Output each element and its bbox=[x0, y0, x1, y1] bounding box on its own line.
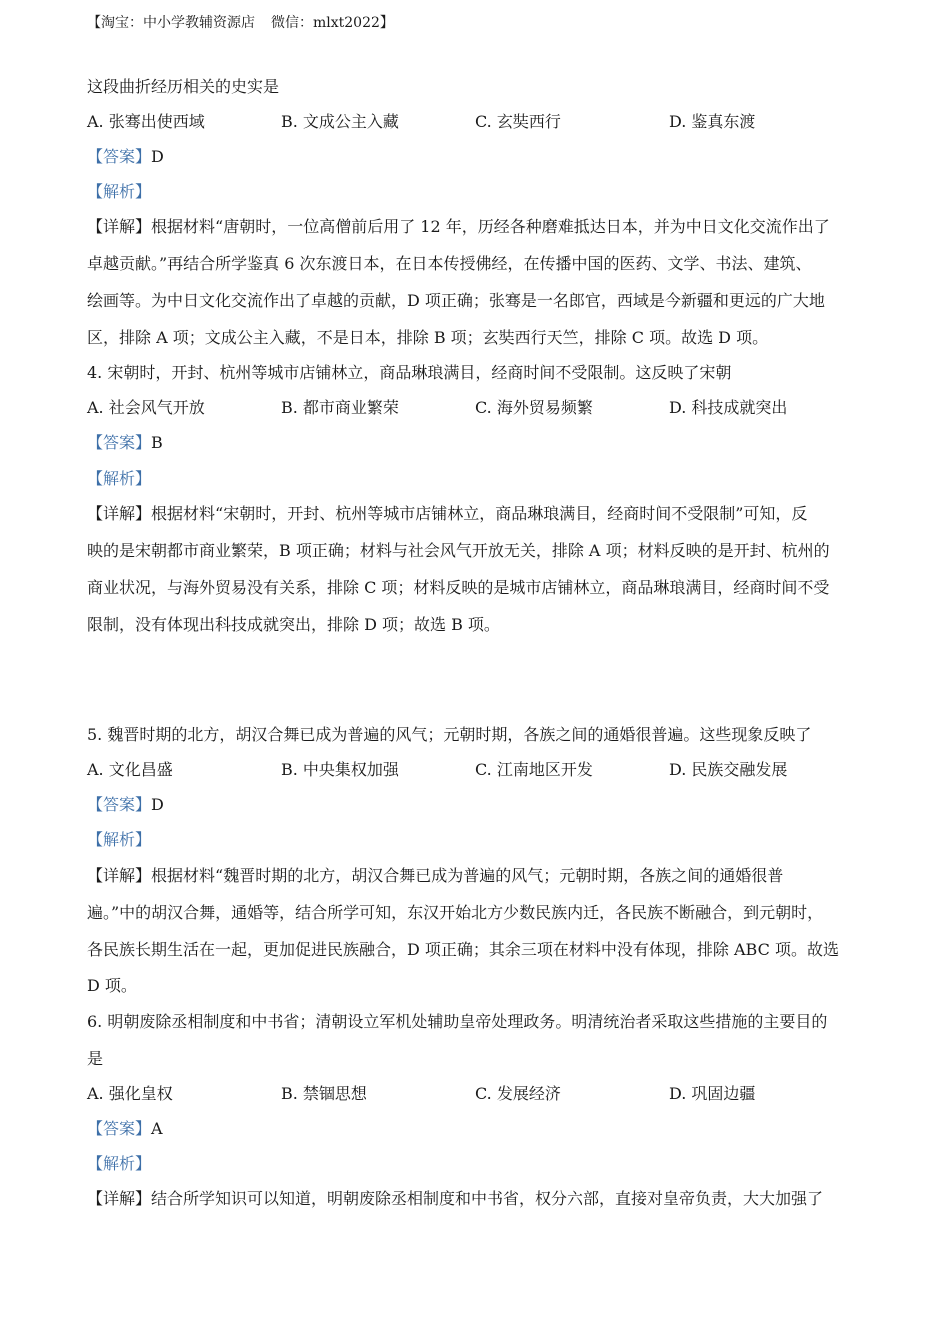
q4-option-d: D. 科技成就突出 bbox=[669, 398, 788, 417]
header-shop: 【淘宝：中小学教辅资源店 bbox=[87, 15, 255, 31]
detail-text: 根据材料“唐朝时，一位高僧前后用了 12 年，历经各种磨难抵达日本，并为中日文化交流作出了 bbox=[151, 217, 830, 236]
q5-option-c: C. 江南地区开发 bbox=[475, 760, 593, 779]
answer-value: B bbox=[151, 433, 163, 452]
q5-detail-line: D 项。 bbox=[87, 976, 137, 995]
q5-stem: 5. 魏晋时期的北方，胡汉合舞已成为普遍的风气；元朝时期，各族之间的通婚很普遍。这些现象反映了 bbox=[87, 725, 812, 744]
q3-options bbox=[87, 112, 877, 132]
q4-option-a: A. 社会风气开放 bbox=[87, 398, 205, 417]
q6-option-b: B. 禁锢思想 bbox=[281, 1084, 367, 1103]
q3-option-b: B. 文成公主入藏 bbox=[281, 112, 399, 131]
q5-option-a: A. 文化昌盛 bbox=[87, 760, 173, 779]
detail-label: 【详解】 bbox=[87, 1189, 152, 1208]
q5-option-b: B. 中央集权加强 bbox=[281, 760, 399, 779]
q3-detail-line: 绘画等。为中日文化交流作出了卓越的贡献，D 项正确；张骞是一名郎官，西域是今新疆和更远的广大地 bbox=[87, 291, 825, 310]
q3-detail-line: 卓越贡献。”再结合所学鉴真 6 次东渡日本，在日本传授佛经，在传播中国的医药、文学、书法、建筑、 bbox=[87, 254, 812, 273]
q4-answer bbox=[87, 433, 163, 453]
q4-option-c: C. 海外贸易频繁 bbox=[475, 398, 593, 417]
detail-label: 【详解】 bbox=[87, 866, 152, 885]
q5-detail-line: 遍。”中的胡汉合舞，通婚等，结合所学可知，东汉开始北方少数民族内迁，各民族不断融合，到元朝时， bbox=[87, 903, 824, 922]
q5-detail-line: 各民族长期生活在一起，更加促进民族融合，D 项正确；其余三项在材料中没有体现，排除 ABC 项。故选 bbox=[87, 940, 839, 959]
q3-detail-line bbox=[87, 217, 830, 237]
q4-stem: 4. 宋朝时，开封、杭州等城市店铺林立，商品琳琅满目，经商时间不受限制。这反映了宋朝 bbox=[87, 363, 732, 382]
answer-value: D bbox=[151, 795, 164, 814]
q3-detail-line: 区，排除 A 项；文成公主入藏，不是日本，排除 B 项；玄奘西行天竺，排除 C 项。故选 D 项。 bbox=[87, 328, 769, 347]
q5-detail-line bbox=[87, 866, 783, 886]
q4-detail-line: 商业状况，与海外贸易没有关系，排除 C 项；材料反映的是城市店铺林立，商品琳琅满目，经商时间不受 bbox=[87, 578, 830, 597]
q5-options bbox=[87, 760, 877, 780]
q4-analysis-label: 【解析】 bbox=[87, 469, 152, 488]
q3-analysis-label: 【解析】 bbox=[87, 182, 152, 201]
q6-analysis-label: 【解析】 bbox=[87, 1154, 152, 1173]
q5-answer bbox=[87, 795, 164, 815]
answer-label: 【答案】 bbox=[87, 147, 152, 166]
q6-option-c: C. 发展经济 bbox=[475, 1084, 561, 1103]
q6-stem-line: 6. 明朝废除丞相制度和中书省；清朝设立军机处辅助皇帝处理政务。明清统治者采取这些措施的主要目的 bbox=[87, 1012, 828, 1031]
q3-answer bbox=[87, 147, 164, 167]
page-header bbox=[87, 13, 394, 33]
detail-text: 根据材料“魏晋时期的北方，胡汉合舞已成为普遍的风气；元朝时期，各族之间的通婚很普 bbox=[151, 866, 784, 885]
answer-label: 【答案】 bbox=[87, 433, 152, 452]
q4-detail-line: 映的是宋朝都市商业繁荣，B 项正确；材料与社会风气开放无关，排除 A 项；材料反映的是开封、杭州的 bbox=[87, 541, 830, 560]
q4-detail-line: 限制，没有体现出科技成就突出，排除 D 项；故选 B 项。 bbox=[87, 615, 500, 634]
q4-option-b: B. 都市商业繁荣 bbox=[281, 398, 399, 417]
q6-options bbox=[87, 1084, 877, 1104]
detail-label: 【详解】 bbox=[87, 217, 152, 236]
answer-label: 【答案】 bbox=[87, 795, 152, 814]
q3-option-a: A. 张骞出使西域 bbox=[87, 112, 205, 131]
q5-option-d: D. 民族交融发展 bbox=[669, 760, 788, 779]
q6-option-d: D. 巩固边疆 bbox=[669, 1084, 756, 1103]
q3-option-c: C. 玄奘西行 bbox=[475, 112, 561, 131]
q3-option-d: D. 鉴真东渡 bbox=[669, 112, 756, 131]
q4-detail-line bbox=[87, 504, 807, 524]
detail-label: 【详解】 bbox=[87, 504, 152, 523]
q6-answer bbox=[87, 1119, 163, 1139]
q6-detail-line bbox=[87, 1189, 823, 1209]
q5-analysis-label: 【解析】 bbox=[87, 830, 152, 849]
detail-text: 根据材料“宋朝时，开封、杭州等城市店铺林立，商品琳琅满目，经商时间不受限制”可知，反 bbox=[151, 504, 808, 523]
q3-stem-end: 这段曲折经历相关的史实是 bbox=[87, 77, 280, 96]
header-wechat: 微信：mlxt2022】 bbox=[271, 15, 394, 31]
q4-options bbox=[87, 398, 877, 418]
q6-option-a: A. 强化皇权 bbox=[87, 1084, 173, 1103]
detail-text: 结合所学知识可以知道，明朝废除丞相制度和中书省，权分六部，直接对皇帝负责，大大加强了 bbox=[151, 1189, 824, 1208]
answer-label: 【答案】 bbox=[87, 1119, 152, 1138]
answer-value: D bbox=[151, 147, 164, 166]
answer-value: A bbox=[151, 1119, 163, 1138]
q6-stem-line: 是 bbox=[87, 1049, 104, 1068]
